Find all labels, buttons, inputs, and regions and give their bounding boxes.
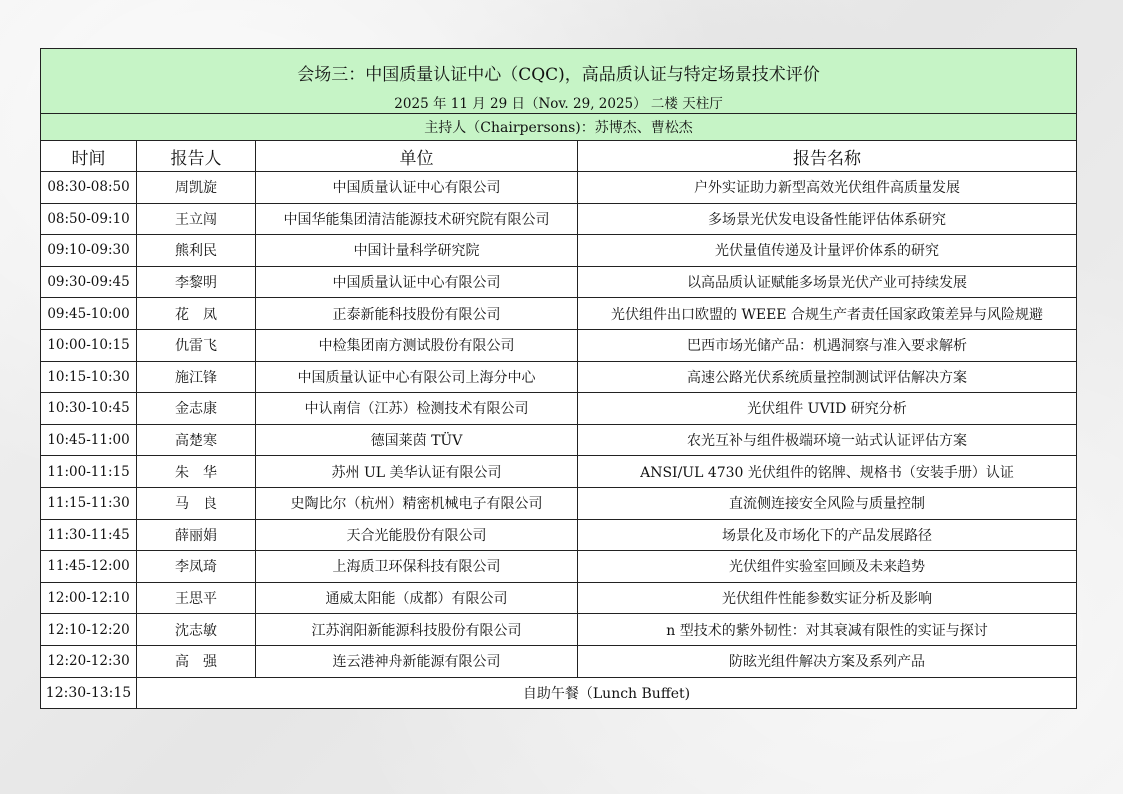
organization-cell: 德国莱茵 TÜV (256, 424, 578, 456)
time-cell: 08:50-09:10 (41, 203, 137, 235)
time-cell: 12:10-12:20 (41, 614, 137, 646)
speaker-cell: 熊利民 (137, 235, 256, 267)
speaker-cell: 仇雷飞 (137, 329, 256, 361)
time-cell: 10:30-10:45 (41, 393, 137, 425)
organization-cell: 中国华能集团清洁能源技术研究院有限公司 (256, 203, 578, 235)
time-cell: 11:30-11:45 (41, 519, 137, 551)
report-cell: 多场景光伏发电设备性能评估体系研究 (578, 203, 1077, 235)
time-cell: 09:30-09:45 (41, 266, 137, 298)
table-row (41, 487, 1077, 519)
report-cell: 户外实证助力新型高效光伏组件高质量发展 (578, 172, 1077, 204)
speaker-cell: 李凤琦 (137, 551, 256, 583)
report-cell: 光伏组件性能参数实证分析及影响 (578, 582, 1077, 614)
speaker-cell: 朱 华 (137, 456, 256, 488)
column-header-organization: 单位 (256, 141, 578, 172)
organization-cell: 苏州 UL 美华认证有限公司 (256, 456, 578, 488)
column-header-row (41, 141, 1077, 172)
speaker-cell: 沈志敏 (137, 614, 256, 646)
table-row (41, 614, 1077, 646)
report-cell: ANSI/UL 4730 光伏组件的铭牌、规格书（安装手册）认证 (578, 456, 1077, 488)
organization-cell: 连云港神舟新能源有限公司 (256, 645, 578, 677)
chairpersons: 主持人（Chairpersons)：苏博杰、曹松杰 (41, 114, 1077, 141)
table-row (41, 582, 1077, 614)
report-cell: n 型技术的紫外韧性：对其衰减有限性的实证与探讨 (578, 614, 1077, 646)
organization-cell: 中认南信（江苏）检测技术有限公司 (256, 393, 578, 425)
lunch-time-cell: 12:30-13:15 (41, 677, 137, 708)
time-cell: 08:30-08:50 (41, 172, 137, 204)
table-row (41, 298, 1077, 330)
time-cell: 12:20-12:30 (41, 645, 137, 677)
time-cell: 09:10-09:30 (41, 235, 137, 267)
session-title-row (41, 49, 1077, 92)
report-cell: 农光互补与组件极端环境一站式认证评估方案 (578, 424, 1077, 456)
report-cell: 光伏量值传递及计量评价体系的研究 (578, 235, 1077, 267)
report-cell: 直流侧连接安全风险与质量控制 (578, 487, 1077, 519)
table-row (41, 329, 1077, 361)
table-row (41, 266, 1077, 298)
time-cell: 10:45-11:00 (41, 424, 137, 456)
speaker-cell: 金志康 (137, 393, 256, 425)
table-row (41, 393, 1077, 425)
chairpersons-row (41, 114, 1077, 141)
time-cell: 11:45-12:00 (41, 551, 137, 583)
organization-cell: 上海质卫环保科技有限公司 (256, 551, 578, 583)
time-cell: 11:15-11:30 (41, 487, 137, 519)
table-row (41, 361, 1077, 393)
session-date-location: 2025 年 11 月 29 日（Nov. 29, 2025） 二楼 天柱厅 (41, 91, 1077, 114)
time-cell: 10:00-10:15 (41, 329, 137, 361)
schedule-body (41, 49, 1077, 709)
session-title: 会场三：中国质量认证中心（CQC)，高品质认证与特定场景技术评价 (41, 49, 1077, 92)
speaker-cell: 高楚寒 (137, 424, 256, 456)
report-cell: 光伏组件 UVID 研究分析 (578, 393, 1077, 425)
organization-cell: 正泰新能科技股份有限公司 (256, 298, 578, 330)
speaker-cell: 施江锋 (137, 361, 256, 393)
lunch-label: 自助午餐（Lunch Buffet) (137, 677, 1077, 708)
report-cell: 光伏组件实验室回顾及未来趋势 (578, 551, 1077, 583)
report-cell: 高速公路光伏系统质量控制测试评估解决方案 (578, 361, 1077, 393)
table-row (41, 519, 1077, 551)
report-cell: 以高品质认证赋能多场景光伏产业可持续发展 (578, 266, 1077, 298)
speaker-cell: 周凯旋 (137, 172, 256, 204)
report-cell: 光伏组件出口欧盟的 WEEE 合规生产者责任国家政策差异与风险规避 (578, 298, 1077, 330)
column-header-speaker: 报告人 (137, 141, 256, 172)
column-header-report: 报告名称 (578, 141, 1077, 172)
session-schedule-table (40, 48, 1077, 709)
time-cell: 09:45-10:00 (41, 298, 137, 330)
organization-cell: 中国质量认证中心有限公司上海分中心 (256, 361, 578, 393)
speaker-cell: 高 强 (137, 645, 256, 677)
organization-cell: 通威太阳能（成都）有限公司 (256, 582, 578, 614)
speaker-cell: 马 良 (137, 487, 256, 519)
speaker-cell: 花 凤 (137, 298, 256, 330)
report-cell: 防眩光组件解决方案及系列产品 (578, 645, 1077, 677)
table-row (41, 172, 1077, 204)
speaker-cell: 薛丽娟 (137, 519, 256, 551)
speaker-cell: 王立闯 (137, 203, 256, 235)
table-row (41, 235, 1077, 267)
time-cell: 11:00-11:15 (41, 456, 137, 488)
table-row (41, 424, 1077, 456)
speaker-cell: 王思平 (137, 582, 256, 614)
organization-cell: 中检集团南方测试股份有限公司 (256, 329, 578, 361)
time-cell: 12:00-12:10 (41, 582, 137, 614)
lunch-row (41, 677, 1077, 708)
organization-cell: 天合光能股份有限公司 (256, 519, 578, 551)
time-cell: 10:15-10:30 (41, 361, 137, 393)
report-cell: 巴西市场光储产品：机遇洞察与准入要求解析 (578, 329, 1077, 361)
column-header-time: 时间 (41, 141, 137, 172)
table-row (41, 551, 1077, 583)
organization-cell: 史陶比尔（杭州）精密机械电子有限公司 (256, 487, 578, 519)
report-cell: 场景化及市场化下的产品发展路径 (578, 519, 1077, 551)
table-row (41, 203, 1077, 235)
speaker-cell: 李黎明 (137, 266, 256, 298)
table-row (41, 645, 1077, 677)
session-date-row (41, 91, 1077, 114)
organization-cell: 中国质量认证中心有限公司 (256, 172, 578, 204)
organization-cell: 中国计量科学研究院 (256, 235, 578, 267)
table-row (41, 456, 1077, 488)
organization-cell: 中国质量认证中心有限公司 (256, 266, 578, 298)
organization-cell: 江苏润阳新能源科技股份有限公司 (256, 614, 578, 646)
